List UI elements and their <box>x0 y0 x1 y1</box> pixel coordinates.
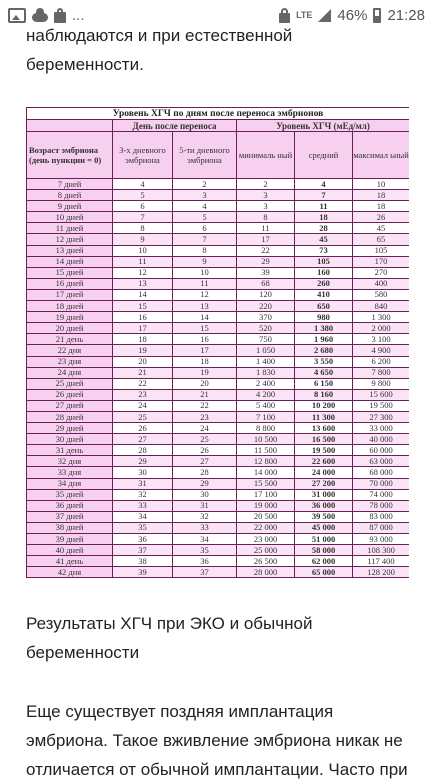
table-title: Уровень ХГЧ по дням после переноса эмбрионов <box>27 108 410 120</box>
table-cell: 17 <box>237 234 295 245</box>
table-cell: 23 000 <box>237 534 295 545</box>
caption-line: беременности <box>26 643 140 662</box>
table-cell: 840 <box>353 301 410 312</box>
table-row <box>27 234 410 245</box>
table-cell: 22 <box>173 400 237 411</box>
table-cell: 16 500 <box>295 434 353 445</box>
table-cell: 160 <box>295 267 353 278</box>
table-cell: 18 <box>173 356 237 367</box>
table-row <box>27 556 410 567</box>
table-cell: 270 <box>353 267 410 278</box>
table-cell: 2 <box>237 179 295 190</box>
header-transfer-day: День после переноса <box>113 120 237 132</box>
table-cell: 22 <box>237 245 295 256</box>
table-cell: 28 <box>295 223 353 234</box>
table-cell: 3 100 <box>353 334 410 345</box>
row-label: 13 дней <box>27 245 113 256</box>
table-cell: 74 000 <box>353 489 410 500</box>
table-cell: 14 <box>173 312 237 323</box>
header-hcg-level: Уровень ХГЧ (мЕд/мл) <box>237 120 410 132</box>
row-label: 35 дней <box>27 489 113 500</box>
table-cell: 28 <box>173 467 237 478</box>
row-label: 34 дня <box>27 478 113 489</box>
table-row <box>27 445 410 456</box>
table-cell: 1 050 <box>237 345 295 356</box>
table-cell: 4 900 <box>353 345 410 356</box>
table-cell: 6 <box>173 223 237 234</box>
table-cell: 22 600 <box>295 456 353 467</box>
table-cell: 370 <box>237 312 295 323</box>
table-cell: 37 <box>173 567 237 578</box>
table-cell: 980 <box>295 312 353 323</box>
header-embryo-age: Возраст эмбриона (день пункции = 0) <box>27 132 113 179</box>
table-cell: 36 <box>113 534 173 545</box>
table-cell: 3 <box>237 190 295 201</box>
table-cell: 24 <box>113 400 173 411</box>
table-cell: 13 600 <box>295 423 353 434</box>
table-cell: 14 <box>113 289 173 300</box>
status-bar-right <box>279 7 425 24</box>
table-cell: 27 <box>113 434 173 445</box>
table-row <box>27 389 410 400</box>
table-cell: 12 800 <box>237 456 295 467</box>
row-label: 18 дней <box>27 301 113 312</box>
table-cell: 83 000 <box>353 511 410 522</box>
table-row <box>27 522 410 533</box>
row-label: 20 дней <box>27 323 113 334</box>
table-cell: 33 <box>113 500 173 511</box>
row-label: 26 дней <box>27 389 113 400</box>
row-label: 33 дня <box>27 467 113 478</box>
table-cell: 3 <box>173 190 237 201</box>
table-cell: 6 150 <box>295 378 353 389</box>
table-cell: 17 <box>173 345 237 356</box>
table-cell: 10 200 <box>295 400 353 411</box>
table-cell: 8 <box>237 212 295 223</box>
signal-icon <box>318 9 331 22</box>
table-cell: 68 <box>237 278 295 289</box>
hcg-table <box>26 107 409 578</box>
table-cell: 36 <box>173 556 237 567</box>
table-cell: 28 <box>113 445 173 456</box>
table-cell: 7 <box>173 234 237 245</box>
table-cell: 45 <box>353 223 410 234</box>
table-cell: 20 <box>113 356 173 367</box>
table-cell: 3 <box>237 201 295 212</box>
table-cell: 18 <box>353 190 410 201</box>
table-row <box>27 434 410 445</box>
table-row <box>27 545 410 556</box>
table-cell: 37 <box>113 545 173 556</box>
row-label: 30 дней <box>27 434 113 445</box>
table-cell: 32 <box>113 489 173 500</box>
table-cell: 18 <box>353 201 410 212</box>
row-label: 23 дня <box>27 356 113 367</box>
row-label: 15 дней <box>27 267 113 278</box>
table-row <box>27 301 410 312</box>
table-cell: 31 <box>113 478 173 489</box>
table-row <box>27 212 410 223</box>
table-cell: 15 600 <box>353 389 410 400</box>
header-5day-embryo: 5-ти дневного эмбриона <box>173 132 237 179</box>
table-cell: 11 300 <box>295 411 353 422</box>
table-cell: 19 <box>113 345 173 356</box>
table-row <box>27 423 410 434</box>
row-label: 25 дней <box>27 378 113 389</box>
row-label: 41 день <box>27 556 113 567</box>
row-label: 42 дня <box>27 567 113 578</box>
table-cell: 27 300 <box>353 411 410 422</box>
table-cell: 11 <box>113 256 173 267</box>
table-cell: 34 <box>173 534 237 545</box>
row-label: 24 дня <box>27 367 113 378</box>
battery-icon <box>373 8 381 23</box>
table-cell: 18 <box>113 334 173 345</box>
row-label: 16 дней <box>27 278 113 289</box>
table-cell: 26 <box>353 212 410 223</box>
table-cell: 9 <box>113 234 173 245</box>
table-row <box>27 411 410 422</box>
table-cell: 24 000 <box>295 467 353 478</box>
table-cell: 45 000 <box>295 522 353 533</box>
table-cell: 400 <box>353 278 410 289</box>
table-cell: 10 <box>353 179 410 190</box>
table-cell: 10 <box>113 245 173 256</box>
row-label: 21 день <box>27 334 113 345</box>
table-cell: 28 000 <box>237 567 295 578</box>
table-row <box>27 378 410 389</box>
table-row <box>27 356 410 367</box>
table-cell: 7 <box>113 212 173 223</box>
table-cell: 32 <box>173 511 237 522</box>
table-cell: 70 000 <box>353 478 410 489</box>
more-notifications: ... <box>72 6 85 24</box>
table-cell: 68 000 <box>353 467 410 478</box>
table-cell: 26 <box>113 423 173 434</box>
table-cell: 22 <box>113 378 173 389</box>
row-label: 12 дней <box>27 234 113 245</box>
header-mid: средний <box>295 132 353 179</box>
table-cell: 35 <box>113 522 173 533</box>
table-cell: 65 000 <box>295 567 353 578</box>
table-row <box>27 245 410 256</box>
table-cell: 580 <box>353 289 410 300</box>
table-cell: 33 <box>173 522 237 533</box>
table-row <box>27 456 410 467</box>
table-cell: 38 <box>113 556 173 567</box>
row-label: 9 дней <box>27 201 113 212</box>
table-cell: 17 <box>113 323 173 334</box>
table-cell: 108 300 <box>353 545 410 556</box>
table-cell: 750 <box>237 334 295 345</box>
table-cell: 73 <box>295 245 353 256</box>
row-label: 10 дней <box>27 212 113 223</box>
table-cell: 4 <box>295 179 353 190</box>
table-cell: 12 <box>173 289 237 300</box>
table-row <box>27 223 410 234</box>
table-cell: 5 <box>173 212 237 223</box>
row-label: 38 дней <box>27 522 113 533</box>
row-label: 7 дней <box>27 179 113 190</box>
table-cell: 5 <box>113 190 173 201</box>
table-cell: 87 000 <box>353 522 410 533</box>
table-cell: 117 400 <box>353 556 410 567</box>
table-cell: 31 000 <box>295 489 353 500</box>
header-blank <box>27 120 113 132</box>
table-cell: 8 <box>113 223 173 234</box>
row-label: 28 дней <box>27 411 113 422</box>
table-cell: 27 200 <box>295 478 353 489</box>
table-cell: 410 <box>295 289 353 300</box>
intro-text-line: наблюдаются и при естественной <box>26 26 293 45</box>
table-cell: 1 380 <box>295 323 353 334</box>
table-cell: 39 <box>113 567 173 578</box>
table-cell: 8 <box>173 245 237 256</box>
table-cell: 16 <box>173 334 237 345</box>
table-cell: 4 650 <box>295 367 353 378</box>
table-cell: 10 <box>173 267 237 278</box>
table-row <box>27 400 410 411</box>
row-label: 19 дней <box>27 312 113 323</box>
table-row <box>27 267 410 278</box>
table-cell: 16 <box>113 312 173 323</box>
table-cell: 27 <box>173 456 237 467</box>
header-3day-embryo: 3-х дневного эмбриона <box>113 132 173 179</box>
table-cell: 2 400 <box>237 378 295 389</box>
table-cell: 7 100 <box>237 411 295 422</box>
caption-line: Результаты ХГЧ при ЭКО и обычной <box>26 614 313 633</box>
battery-percent: 46% <box>337 6 368 24</box>
table-cell: 26 <box>173 445 237 456</box>
table-cell: 20 500 <box>237 511 295 522</box>
table-cell: 15 <box>173 323 237 334</box>
paragraph-line: Еще существует поздняя имплантация <box>26 702 334 721</box>
row-label: 8 дней <box>27 190 113 201</box>
table-row <box>27 190 410 201</box>
row-label: 27 дней <box>27 400 113 411</box>
table-cell: 15 500 <box>237 478 295 489</box>
header-max: максимал ьный <box>353 132 410 179</box>
image-icon <box>8 8 26 23</box>
table-row <box>27 478 410 489</box>
table-cell: 39 500 <box>295 511 353 522</box>
table-row <box>27 511 410 522</box>
table-cell: 128 200 <box>353 567 410 578</box>
table-cell: 58 000 <box>295 545 353 556</box>
table-cell: 260 <box>295 278 353 289</box>
table-row <box>27 256 410 267</box>
table-cell: 13 <box>173 301 237 312</box>
table-cell: 5 400 <box>237 400 295 411</box>
table-cell: 650 <box>295 301 353 312</box>
table-cell: 1 400 <box>237 356 295 367</box>
table-row <box>27 289 410 300</box>
header-min: минималь ный <box>237 132 295 179</box>
table-cell: 11 500 <box>237 445 295 456</box>
table-cell: 25 <box>173 434 237 445</box>
table-cell: 23 <box>113 389 173 400</box>
table-cell: 78 000 <box>353 500 410 511</box>
table-cell: 29 <box>113 456 173 467</box>
table-cell: 18 <box>295 212 353 223</box>
table-cell: 105 <box>295 256 353 267</box>
table-cell: 4 <box>113 179 173 190</box>
table-cell: 8 800 <box>237 423 295 434</box>
table-cell: 65 <box>353 234 410 245</box>
row-label: 14 дней <box>27 256 113 267</box>
table-cell: 29 <box>237 256 295 267</box>
table-cell: 25 000 <box>237 545 295 556</box>
row-label: 31 день <box>27 445 113 456</box>
table-cell: 45 <box>295 234 353 245</box>
table-cell: 7 800 <box>353 367 410 378</box>
row-label: 17 дней <box>27 289 113 300</box>
table-row <box>27 201 410 212</box>
table-row <box>27 500 410 511</box>
row-label: 29 дней <box>27 423 113 434</box>
row-label: 22 дня <box>27 345 113 356</box>
table-cell: 11 <box>237 223 295 234</box>
table-cell: 11 <box>295 201 353 212</box>
table-row <box>27 345 410 356</box>
row-label: 40 дней <box>27 545 113 556</box>
table-row <box>27 534 410 545</box>
network-type: LTE <box>296 9 313 20</box>
table-cell: 15 <box>113 301 173 312</box>
row-label: 32 дня <box>27 456 113 467</box>
table-cell: 20 <box>173 378 237 389</box>
paragraph-line: отличается от обычной имплантации. Часто при <box>26 760 408 779</box>
table-cell: 60 000 <box>353 445 410 456</box>
table-cell: 25 <box>113 411 173 422</box>
table-cell: 29 <box>173 478 237 489</box>
row-label: 37 дней <box>27 511 113 522</box>
table-row <box>27 467 410 478</box>
table-cell: 105 <box>353 245 410 256</box>
table-cell: 30 <box>173 489 237 500</box>
table-cell: 19 500 <box>295 445 353 456</box>
table-row <box>27 334 410 345</box>
table-cell: 93 000 <box>353 534 410 545</box>
table-cell: 51 000 <box>295 534 353 545</box>
table-cell: 19 <box>173 367 237 378</box>
table-row <box>27 278 410 289</box>
table-cell: 7 <box>295 190 353 201</box>
table-cell: 30 <box>113 467 173 478</box>
table-row <box>27 179 410 190</box>
table-cell: 220 <box>237 301 295 312</box>
table-cell: 1 830 <box>237 367 295 378</box>
table-cell: 8 160 <box>295 389 353 400</box>
table-cell: 36 000 <box>295 500 353 511</box>
table-cell: 14 000 <box>237 467 295 478</box>
table-cell: 21 <box>113 367 173 378</box>
table-cell: 31 <box>173 500 237 511</box>
table-cell: 40 000 <box>353 434 410 445</box>
row-label: 11 дней <box>27 223 113 234</box>
table-cell: 4 200 <box>237 389 295 400</box>
table-cell: 11 <box>173 278 237 289</box>
table-cell: 34 <box>113 511 173 522</box>
table-cell: 1 300 <box>353 312 410 323</box>
table-cell: 23 <box>173 411 237 422</box>
table-cell: 10 500 <box>237 434 295 445</box>
table-cell: 4 <box>173 201 237 212</box>
table-cell: 170 <box>353 256 410 267</box>
clock: 21:28 <box>387 6 425 24</box>
table-cell: 39 <box>237 267 295 278</box>
table-cell: 33 000 <box>353 423 410 434</box>
table-row <box>27 312 410 323</box>
table-cell: 2 000 <box>353 323 410 334</box>
table-cell: 26 500 <box>237 556 295 567</box>
table-cell: 63 000 <box>353 456 410 467</box>
table-cell: 24 <box>173 423 237 434</box>
table-cell: 13 <box>113 278 173 289</box>
table-row <box>27 367 410 378</box>
hcg-table-image[interactable] <box>26 107 409 608</box>
table-cell: 520 <box>237 323 295 334</box>
table-cell: 120 <box>237 289 295 300</box>
table-cell: 2 680 <box>295 345 353 356</box>
table-cell: 19 000 <box>237 500 295 511</box>
table-row <box>27 323 410 334</box>
table-cell: 22 000 <box>237 522 295 533</box>
paragraph-line: эмбриона. Такое вживление эмбриона никак не <box>26 731 403 750</box>
table-row <box>27 567 410 578</box>
row-label: 39 дней <box>27 534 113 545</box>
table-cell: 9 <box>173 256 237 267</box>
table-cell: 1 960 <box>295 334 353 345</box>
table-cell: 19 500 <box>353 400 410 411</box>
table-cell: 6 <box>113 201 173 212</box>
table-cell: 21 <box>173 389 237 400</box>
table-cell: 3 550 <box>295 356 353 367</box>
intro-text-line: беременности. <box>26 55 144 74</box>
table-cell: 35 <box>173 545 237 556</box>
table-cell: 2 <box>173 179 237 190</box>
table-cell: 17 100 <box>237 489 295 500</box>
table-cell: 62 000 <box>295 556 353 567</box>
table-body <box>27 179 410 578</box>
table-cell: 9 800 <box>353 378 410 389</box>
table-row <box>27 489 410 500</box>
row-label: 36 дней <box>27 500 113 511</box>
table-cell: 12 <box>113 267 173 278</box>
table-cell: 6 200 <box>353 356 410 367</box>
